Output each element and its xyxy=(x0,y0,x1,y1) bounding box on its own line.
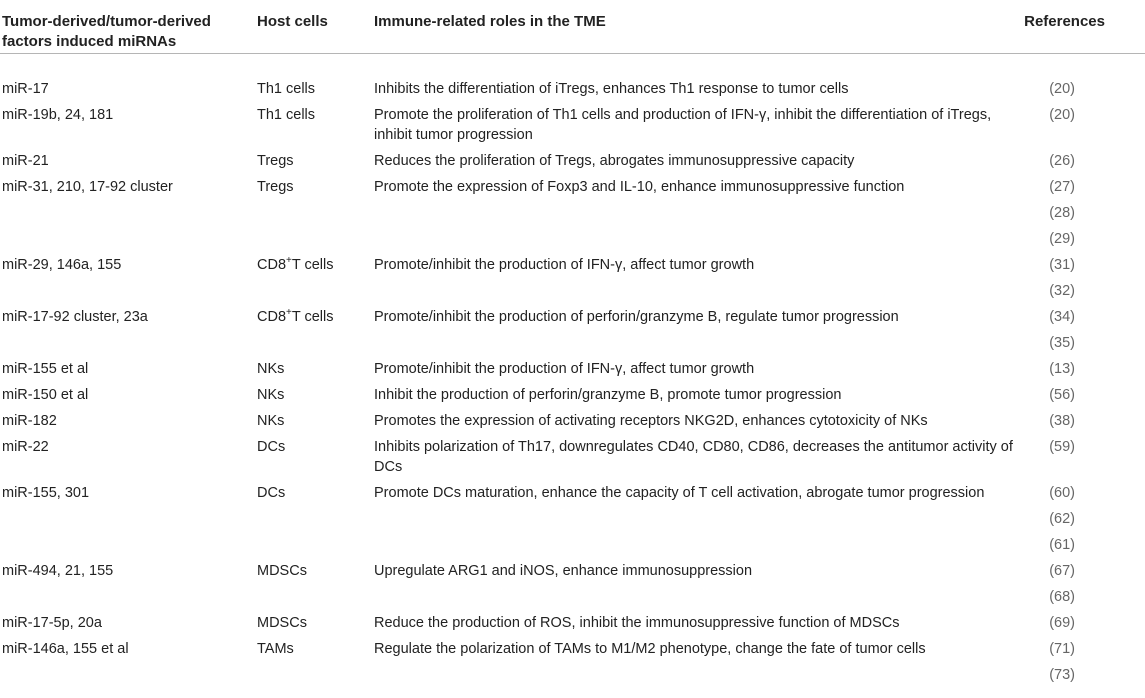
immune-role-cell: Promote the proliferation of Th1 cells and production of IFN-γ, inhibit the differentiation of iTregs, inhibit tumor progression xyxy=(374,106,992,143)
immune-role-cell: Upregulate ARG1 and iNOS, enhance immunosuppression xyxy=(374,562,753,579)
references-cell xyxy=(1015,175,1145,253)
immune-role-cell: Reduce the production of ROS, inhibit the immunosuppressive function of MDSCs xyxy=(374,614,900,631)
reference-link[interactable]: (71) xyxy=(1049,640,1075,657)
reference-link[interactable]: (32) xyxy=(1049,282,1075,299)
host-cell-superscript: + xyxy=(286,306,292,318)
references-cell xyxy=(1015,481,1145,559)
mirna-cell: miR-182 xyxy=(2,412,57,429)
host-cell: Th1 cells xyxy=(257,80,316,97)
table-row xyxy=(0,559,1145,611)
reference-link[interactable]: (20) xyxy=(1049,80,1075,97)
reference-link[interactable]: (20) xyxy=(1049,106,1075,123)
table-row xyxy=(0,383,1145,409)
immune-role-cell: Regulate the polarization of TAMs to M1/M2 phenotype, change the fate of tumor cells xyxy=(374,640,926,657)
table-row xyxy=(0,481,1145,559)
mirna-cell: miR-17 xyxy=(2,80,49,97)
mirna-cell: miR-150 et al xyxy=(2,386,89,403)
table-row xyxy=(0,357,1145,383)
reference-link[interactable]: (59) xyxy=(1049,438,1075,455)
immune-role-cell: Inhibits polarization of Th17, downregulates CD40, CD80, CD86, decreases the antitumor activity of DCs xyxy=(374,438,1013,475)
header-mirnas: Tumor-derived/tumor-derived factors induced miRNAs xyxy=(0,0,257,53)
reference-link[interactable]: (67) xyxy=(1049,562,1075,579)
mirna-cell: miR-17-92 cluster, 23a xyxy=(2,308,148,325)
header-host-cells: Host cells xyxy=(257,0,374,53)
reference-link[interactable]: (27) xyxy=(1049,178,1075,195)
reference-link[interactable]: (61) xyxy=(1049,536,1075,553)
reference-link[interactable]: (60) xyxy=(1049,484,1075,501)
mirna-cell: miR-21 xyxy=(2,152,49,169)
references-cell xyxy=(1015,305,1145,357)
references-cell xyxy=(1015,253,1145,305)
host-cell xyxy=(257,253,374,305)
table-row xyxy=(0,409,1145,435)
reference-link[interactable]: (68) xyxy=(1049,588,1075,605)
host-cell: MDSCs xyxy=(257,562,307,579)
host-cell: TAMs xyxy=(257,640,294,657)
table-body xyxy=(0,53,1145,689)
host-cell-prefix: CD8 xyxy=(257,308,287,325)
table-row xyxy=(0,103,1145,149)
immune-role-cell: Inhibits the differentiation of iTregs, enhances Th1 response to tumor cells xyxy=(374,80,849,97)
mirna-cell: miR-494, 21, 155 xyxy=(2,562,114,579)
references-cell xyxy=(1015,409,1145,435)
header-row xyxy=(0,0,1145,53)
host-cell-suffix: T cells xyxy=(291,308,334,325)
host-cell: Th1 cells xyxy=(257,106,316,123)
host-cell-prefix: CD8 xyxy=(257,256,287,273)
host-cell xyxy=(257,305,374,357)
reference-link[interactable]: (26) xyxy=(1049,152,1075,169)
host-cell: MDSCs xyxy=(257,614,307,631)
table-row xyxy=(0,175,1145,253)
host-cell: NKs xyxy=(257,412,285,429)
reference-link[interactable]: (62) xyxy=(1049,510,1075,527)
reference-link[interactable]: (28) xyxy=(1049,204,1075,221)
references-cell xyxy=(1015,611,1145,637)
references-cell xyxy=(1015,435,1145,481)
references-cell xyxy=(1015,383,1145,409)
host-cell: NKs xyxy=(257,360,285,377)
host-cell-suffix: T cells xyxy=(291,256,334,273)
reference-link[interactable]: (56) xyxy=(1049,386,1075,403)
immune-role-cell: Promote/inhibit the production of IFN-γ, affect tumor growth xyxy=(374,256,755,273)
reference-link[interactable]: (31) xyxy=(1049,256,1075,273)
table-row xyxy=(0,637,1145,689)
immune-role-cell: Reduces the proliferation of Tregs, abrogates immunosuppressive capacity xyxy=(374,152,855,169)
references-cell xyxy=(1015,559,1145,611)
host-cell: DCs xyxy=(257,438,286,455)
reference-link[interactable]: (34) xyxy=(1049,308,1075,325)
table-row xyxy=(0,149,1145,175)
immune-role-cell: Promote the expression of Foxp3 and IL-10, enhance immunosuppressive function xyxy=(374,178,905,195)
references-cell xyxy=(1015,357,1145,383)
immune-role-cell: Promotes the expression of activating receptors NKG2D, enhances cytotoxicity of NKs xyxy=(374,412,928,429)
table-row xyxy=(0,305,1145,357)
references-cell xyxy=(1015,149,1145,175)
mirna-cell: miR-146a, 155 et al xyxy=(2,640,129,657)
references-cell xyxy=(1015,637,1145,689)
mirna-cell: miR-29, 146a, 155 xyxy=(2,256,122,273)
table-row xyxy=(0,435,1145,481)
reference-link[interactable]: (29) xyxy=(1049,230,1075,247)
header-references: References xyxy=(1015,0,1145,53)
host-cell: NKs xyxy=(257,386,285,403)
mirna-cell: miR-155, 301 xyxy=(2,484,90,501)
host-cell: Tregs xyxy=(257,152,294,169)
mirna-cell: miR-17-5p, 20a xyxy=(2,614,102,631)
table-row xyxy=(0,611,1145,637)
mirna-cell: miR-155 et al xyxy=(2,360,89,377)
reference-link[interactable]: (38) xyxy=(1049,412,1075,429)
reference-link[interactable]: (69) xyxy=(1049,614,1075,631)
mirna-cell: miR-31, 210, 17-92 cluster xyxy=(2,178,173,195)
mirna-cell: miR-22 xyxy=(2,438,49,455)
immune-role-cell: Promote DCs maturation, enhance the capacity of T cell activation, abrogate tumor progression xyxy=(374,484,985,501)
immune-role-cell: Promote/inhibit the production of IFN-γ, affect tumor growth xyxy=(374,360,755,377)
reference-link[interactable]: (13) xyxy=(1049,360,1075,377)
immune-role-cell: Inhibit the production of perforin/granzyme B, promote tumor progression xyxy=(374,386,842,403)
table-row xyxy=(0,53,1145,103)
references-cell xyxy=(1015,53,1145,103)
mirna-cell: miR-19b, 24, 181 xyxy=(2,106,114,123)
host-cell-superscript: + xyxy=(286,254,292,266)
header-immune-roles: Immune-related roles in the TME xyxy=(374,0,1015,53)
reference-link[interactable]: (35) xyxy=(1049,334,1075,351)
references-cell xyxy=(1015,103,1145,149)
immune-role-cell: Promote/inhibit the production of perforin/granzyme B, regulate tumor progression xyxy=(374,308,899,325)
table-row xyxy=(0,253,1145,305)
reference-link[interactable]: (73) xyxy=(1049,666,1075,683)
host-cell: Tregs xyxy=(257,178,294,195)
host-cell: DCs xyxy=(257,484,286,501)
